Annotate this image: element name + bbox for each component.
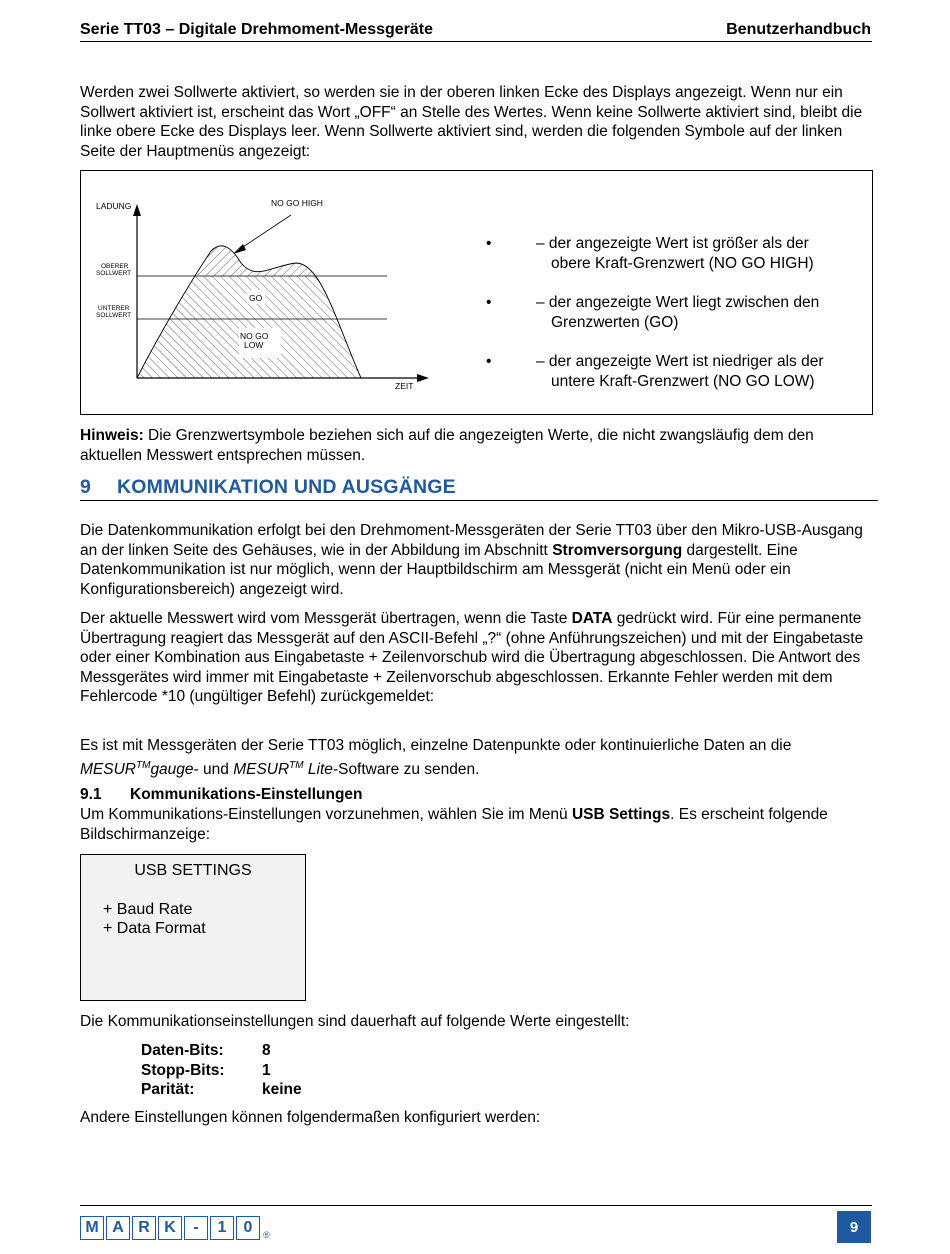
x-axis-arrow bbox=[417, 374, 429, 382]
para-data-key bbox=[80, 609, 880, 707]
subsection-heading bbox=[80, 786, 363, 804]
nogo-high-label: NO GO HIGH bbox=[271, 198, 323, 208]
bullet-line: – der angezeigte Wert liegt zwischen den bbox=[536, 294, 820, 312]
nogo-high-pointer bbox=[237, 215, 291, 251]
page-number: 9 bbox=[837, 1211, 871, 1243]
bullet-text bbox=[536, 234, 861, 273]
setting-row bbox=[141, 1080, 302, 1100]
header-rule bbox=[80, 41, 872, 42]
menu-item-data-format: + Data Format bbox=[103, 920, 206, 937]
para-other-settings: Andere Einstellungen können folgendermaßen konfiguriert werden: bbox=[80, 1109, 541, 1126]
footer-rule bbox=[80, 1205, 872, 1206]
nogo-high-area bbox=[121, 221, 381, 276]
text-run: . Es erscheint folgende Bildschirmanzeige: bbox=[80, 806, 828, 843]
section-rule bbox=[80, 500, 878, 501]
text-run: Die Datenkommunikation erfolgt bei den Drehmoment-Messgeräten der Serie TT03 über den Mikro-USB-Ausgang an der linken Seite des Gehäuses, wie in der Abbildung im Abschnitt bbox=[80, 522, 863, 559]
setting-row bbox=[141, 1041, 302, 1061]
section-heading bbox=[80, 476, 456, 499]
setting-label: Stopp-Bits: bbox=[141, 1061, 225, 1079]
text-run: Der aktuelle Messwert wird vom Messgerät übertragen, wenn die Taste bbox=[80, 610, 572, 627]
logo-letter: 1 bbox=[210, 1216, 234, 1240]
go-label: GO bbox=[249, 293, 263, 303]
section-number: 9 bbox=[80, 476, 92, 498]
screen-title: USB SETTINGS bbox=[134, 862, 252, 879]
bullet-line: obere Kraft-Grenzwert (NO GO HIGH) bbox=[551, 254, 814, 272]
trademark: TM bbox=[289, 759, 304, 771]
menu-item-baud-rate: + Baud Rate bbox=[103, 901, 193, 918]
note-text: Die Grenzwertsymbole beziehen sich auf die angezeigten Werte, die nicht zwangsläufig dem den aktuellen Messwert entsprechen müssen. bbox=[80, 427, 814, 464]
nogo-low-label-1: NO GO bbox=[240, 331, 269, 341]
registered-mark: ® bbox=[263, 1230, 270, 1240]
text-run: Es ist mit Messgeräten der Serie TT03 möglich, einzelne Datenpunkte oder kontinuierliche Daten an die bbox=[80, 737, 792, 754]
fixed-settings-list bbox=[141, 1041, 302, 1100]
logo-letter: K bbox=[158, 1216, 182, 1240]
logo-letter: - bbox=[184, 1216, 208, 1240]
y-axis-label: LADUNG bbox=[96, 201, 132, 211]
bullet-line: – der angezeigte Wert ist niedriger als der bbox=[536, 353, 824, 371]
setting-label: Daten-Bits: bbox=[141, 1042, 224, 1059]
para-usb-menu bbox=[80, 805, 880, 844]
subsection-title: Kommunikations-Einstellungen bbox=[130, 786, 363, 803]
para-communication bbox=[80, 521, 880, 599]
y-axis-arrow bbox=[133, 204, 141, 216]
para-fixed-settings: Die Kommunikationseinstellungen sind dauerhaft auf folgende Werte eingestellt: bbox=[80, 1013, 630, 1030]
note-paragraph bbox=[80, 426, 880, 465]
lower-setpoint-label-2: SOLLWERT bbox=[96, 312, 132, 319]
bullet-text bbox=[536, 352, 861, 391]
para-software bbox=[80, 736, 880, 779]
x-axis-label: ZEIT bbox=[395, 381, 414, 391]
logo-letter: R bbox=[132, 1216, 156, 1240]
bullet-line: Grenzwerten (GO) bbox=[551, 313, 679, 331]
usb-settings-screen bbox=[80, 854, 306, 1001]
bullet-go bbox=[481, 293, 861, 332]
subsection-number: 9.1 bbox=[80, 786, 102, 803]
logo-letter: A bbox=[106, 1216, 130, 1240]
upper-setpoint-label-2: SOLLWERT bbox=[96, 270, 132, 277]
upper-setpoint-label-1: OBERER bbox=[101, 263, 129, 270]
bullet-nogo-high bbox=[481, 234, 861, 273]
text-run: dargestellt. Eine Datenkommunikation ist nur möglich, wenn der Hauptbildschirm am Messgerät (nicht ein Menü oder ein Konfigurationsbereich) angezeigt wird. bbox=[80, 541, 798, 598]
text-bold: DATA bbox=[571, 610, 613, 627]
setting-value: keine bbox=[262, 1081, 302, 1099]
setpoint-diagram bbox=[81, 171, 481, 414]
text-italic: MESUR bbox=[233, 760, 290, 778]
text-run: gedrückt wird. Für eine permanente Übertragung reagiert das Messgerät auf den ASCII-Befehl „?“ (ohne Anführungszeichen) und mit der Eingabetaste oder einer Kombination aus Eingabetaste + Zeilenvorschub wird die Übertragung abgeschlossen. Die Antwort des Messgerätes wird immer mit Eingabetaste + Zeilenvorschub abgeschlossen. Erkannte Fehler werden mit dem Fehlercode *10 (ungültiger Befehl) zurückgemeldet: bbox=[80, 610, 864, 706]
text-italic: gauge bbox=[150, 760, 194, 778]
setting-value: 8 bbox=[262, 1042, 271, 1059]
text-run: Um Kommunikations-Einstellungen vorzunehmen, wählen Sie im Menü bbox=[80, 806, 572, 823]
mark10-logo bbox=[80, 1216, 270, 1240]
section-title: KOMMUNIKATION UND AUSGÄNGE bbox=[117, 476, 456, 498]
text-italic: MESUR bbox=[80, 760, 136, 778]
header-doc-type: Benutzerhandbuch bbox=[726, 21, 871, 38]
text-italic: Lite bbox=[303, 760, 333, 778]
trademark: TM bbox=[135, 759, 151, 771]
setting-label: Parität: bbox=[141, 1081, 195, 1099]
header-title: Serie TT03 – Digitale Drehmoment-Messgeräte bbox=[80, 21, 434, 38]
logo-letter: M bbox=[80, 1216, 104, 1240]
logo-letter: 0 bbox=[236, 1216, 260, 1240]
intro-paragraph: Werden zwei Sollwerte aktiviert, so werden sie in der oberen linken Ecke des Displays angezeigt. Wenn nur ein Sollwert aktiviert ist, erscheint das Wort „OFF“ an Stelle des Wertes. Wenn keine Sollwerte aktiviert sind, bleibt die linke obere Ecke des Displays leer. Wenn Sollwerte aktiviert sind, werden die folgenden Symbole auf der linken Seite der Hauptmenüs angezeigt: bbox=[80, 84, 863, 160]
setpoint-figure bbox=[80, 170, 873, 415]
bullet-icon: • bbox=[486, 294, 492, 312]
setting-value: 1 bbox=[262, 1061, 271, 1079]
text-run: -Software zu senden. bbox=[332, 760, 480, 778]
lower-setpoint-label-1: UNTERER bbox=[98, 305, 130, 312]
text-bold: USB Settings bbox=[571, 806, 671, 823]
bullet-nogo-low bbox=[481, 352, 861, 391]
bullet-text bbox=[536, 293, 861, 332]
setting-row bbox=[141, 1061, 302, 1081]
setpoint-legend bbox=[481, 234, 861, 412]
nogo-high-pointer-head bbox=[233, 244, 246, 254]
bullet-icon: • bbox=[486, 353, 492, 371]
bullet-icon: • bbox=[486, 235, 492, 252]
text-run: - und bbox=[193, 760, 234, 778]
text-bold: Stromversorgung bbox=[552, 541, 683, 559]
bullet-line: untere Kraft-Grenzwert (NO GO LOW) bbox=[551, 372, 815, 390]
note-label: Hinweis: bbox=[80, 427, 144, 444]
bullet-line: – der angezeigte Wert ist größer als der bbox=[536, 235, 809, 252]
nogo-low-label-2: LOW bbox=[244, 340, 264, 350]
